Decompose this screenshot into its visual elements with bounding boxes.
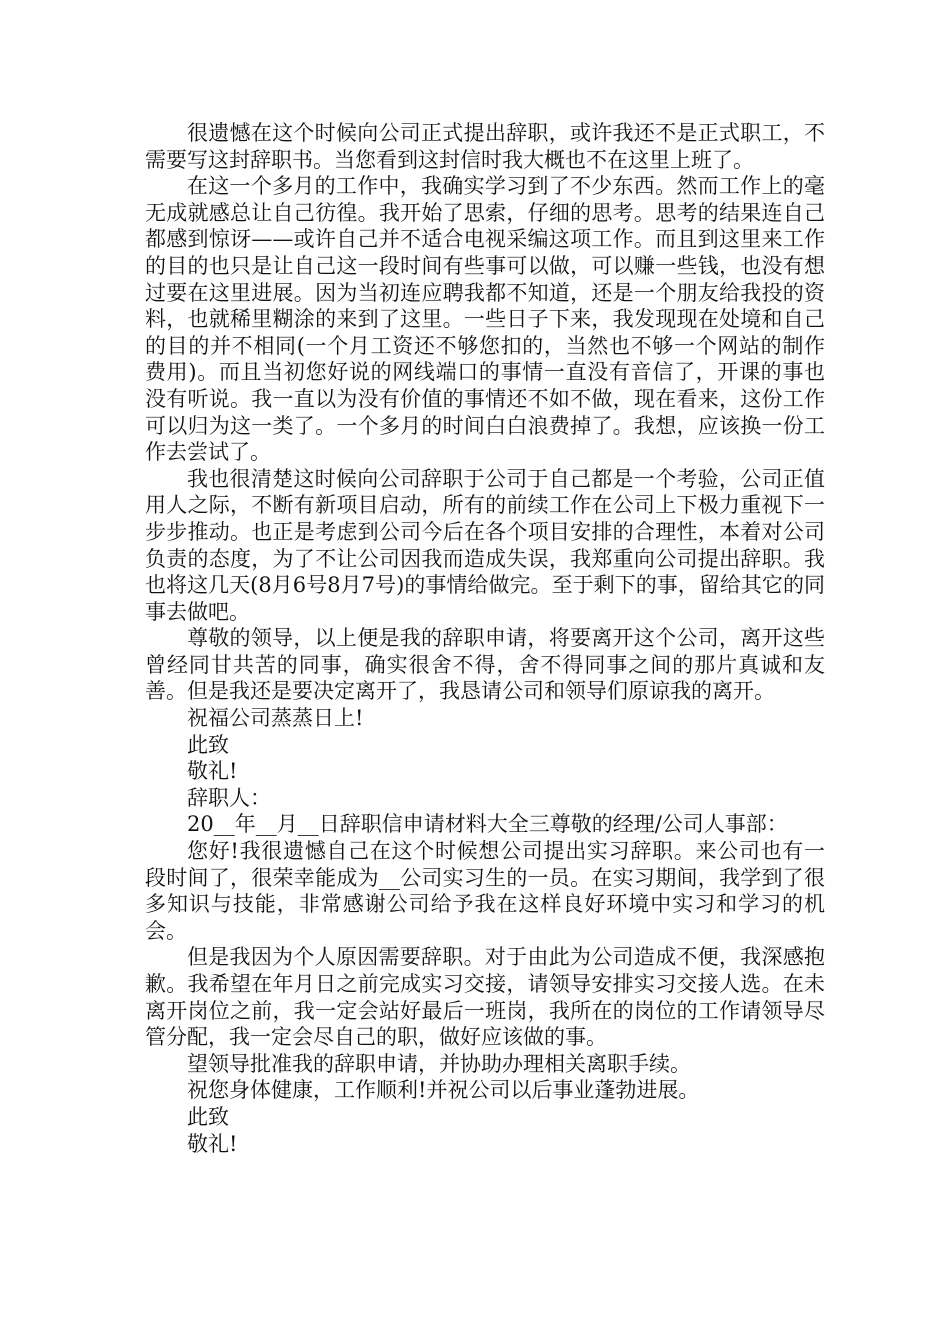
paragraph: 很遗憾在这个时候向公司正式提出辞职，或许我还不是正式职工，不需要写这封辞职书。当您看到这封信时我大概也不在这里上班了。	[145, 121, 825, 172]
signature-line: 辞职人：	[187, 785, 271, 810]
salutation-line: 此致	[187, 1104, 229, 1129]
paragraph: 在这一个多月的工作中，我确实学习到了不少东西。然而工作上的毫无成就感总让自己彷徨。我开始了思索，仔细的思考。思考的结果连自己都感到惊讶——或许自己并不适合电视采编这项工作。而且到这里来工作的目的也只是让自己这一段时间有些事可以做，可以赚一些钱，也没有想过要在这里进展。因为当初连应聘我都不知道，还是一个朋友给我投的资料，也就稀里糊涂的来到了这里。一些日子下来，我发现现在处境和自己的目的并不相同(一个月工资还不够您扣的，当然也不够一个网站的制作费用)。而且当初您好说的网线端口的事情一直没有音信了，开课的事也没有听说。我一直以为没有价值的事情还不如不做，现在看来，这份工作可以归为这一类了。一个多月的时间白白浪费掉了。我想，应该换一份工作去尝试了。	[145, 174, 825, 465]
salutation-line: 此致	[187, 732, 229, 757]
paragraph: 尊敬的领导，以上便是我的辞职申请，将要离开这个公司，离开这些曾经同甘共苦的同事，确实很舍不得，舍不得同事之间的那片真诚和友善。但是我还是要决定离开了，我恳请公司和领导们原谅我的离开。	[145, 626, 825, 704]
paragraph: 我也很清楚这时候向公司辞职于公司于自己都是一个考验，公司正值用人之际，不断有新项目启动，所有的前续工作在公司上下极力重视下一步步推动。也正是考虑到公司今后在各个项目安排的合理性，本着对公司负责的态度，为了不让公司因我而造成失误，我郑重向公司提出辞职。我也将这几天(8月6号8月7号)的事情给做完。至于剩下的事，留给其它的同事去做吧。	[145, 466, 825, 624]
salutation-line: 敬礼!	[187, 759, 238, 784]
document-body	[145, 120, 825, 1157]
salutation-line: 敬礼!	[187, 1131, 238, 1156]
closing-wish: 祝福公司蒸蒸日上!	[187, 706, 364, 731]
paragraph: 望领导批准我的辞职申请，并协助办理相关离职手续。	[187, 1051, 691, 1076]
paragraph: 但是我因为个人原因需要辞职。对于由此为公司造成不便，我深感抱歉。我希望在年月日之前完成实习交接，请领导安排实习交接人选。在未离开岗位之前，我一定会站好最后一班岗，我所在的岗位的工作请领导尽管分配，我一定会尽自己的职，做好应该做的事。	[145, 945, 825, 1050]
paragraph: 您好!我很遗憾自己在这个时候想公司提出实习辞职。来公司也有一段时间了，很荣幸能成为__公司实习生的一员。在实习期间，我学到了很多知识与技能，非常感谢公司给予我在这样良好环境中实习和学习的机会。	[145, 839, 825, 943]
date-heading-line: 20__年__月__日辞职信申请材料大全三尊敬的经理/公司人事部：	[187, 812, 788, 837]
closing-wish: 祝您身体健康，工作顺利!并祝公司以后事业蓬勃进展。	[187, 1078, 700, 1103]
